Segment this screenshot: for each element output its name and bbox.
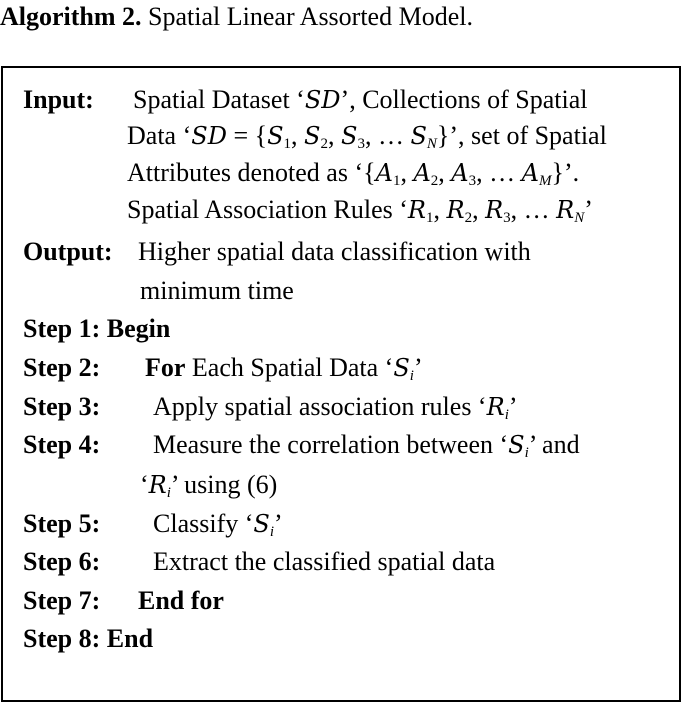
step-1-label: Step 1: [23, 314, 101, 343]
step-2-keyword: For [145, 353, 186, 382]
step-5-label: Step 5: [23, 509, 101, 538]
input-line-1: Spatial Dataset ‘SD’, Collections of Spatial [133, 85, 588, 114]
step-6-label: Step 6: [23, 547, 101, 576]
step-1-text: Begin [106, 314, 171, 343]
step-3-label: Step 3: [23, 392, 101, 421]
step-1 [23, 313, 170, 345]
step-7-label: Step 7: [23, 586, 101, 615]
input-line-4: Spatial Association Rules ‘$R_1$, $R_2$, $R_3$, … $R_N$’ [127, 195, 593, 226]
step-8-label: Step 8: [23, 624, 101, 653]
input-label: Input: [23, 85, 94, 114]
step-3-text: Apply spatial association rules ‘$R_i$’ [153, 392, 518, 423]
step-4-text: Measure the correlation between ‘$S_i$’ and [153, 430, 580, 461]
step-7-text: End for [138, 586, 224, 615]
step-4-label: Step 4: [23, 430, 101, 459]
step-2-label: Step 2: [23, 353, 101, 382]
step-8 [23, 623, 153, 655]
output-line-1: Higher spatial data classification with [138, 237, 531, 266]
output-line-2: minimum time [140, 276, 294, 305]
step-2-text: For Each Spatial Data ‘$S_i$’ [145, 353, 423, 384]
caption-label: Algorithm 2. [0, 2, 142, 31]
step-5-text: Classify ‘$S_i$’ [153, 509, 283, 540]
step-6-text: Extract the classified spatial data [153, 547, 496, 576]
input-line-2: Data ‘SD = {$S_1$, $S_2$, $S_3$, … $S_N$}’, set of Spatial [127, 121, 607, 152]
step-8-text: End [106, 624, 154, 653]
algorithm-caption [0, 2, 473, 32]
caption-title: Spatial Linear Assorted Model. [141, 2, 473, 31]
step-4-continuation: ‘$R_i$’ using (6) [140, 470, 278, 501]
input-line-3: Attributes denoted as ‘{$A_1$, $A_2$, $A_3$, … $A_M$}’. [127, 158, 580, 189]
output-label: Output: [23, 237, 113, 266]
